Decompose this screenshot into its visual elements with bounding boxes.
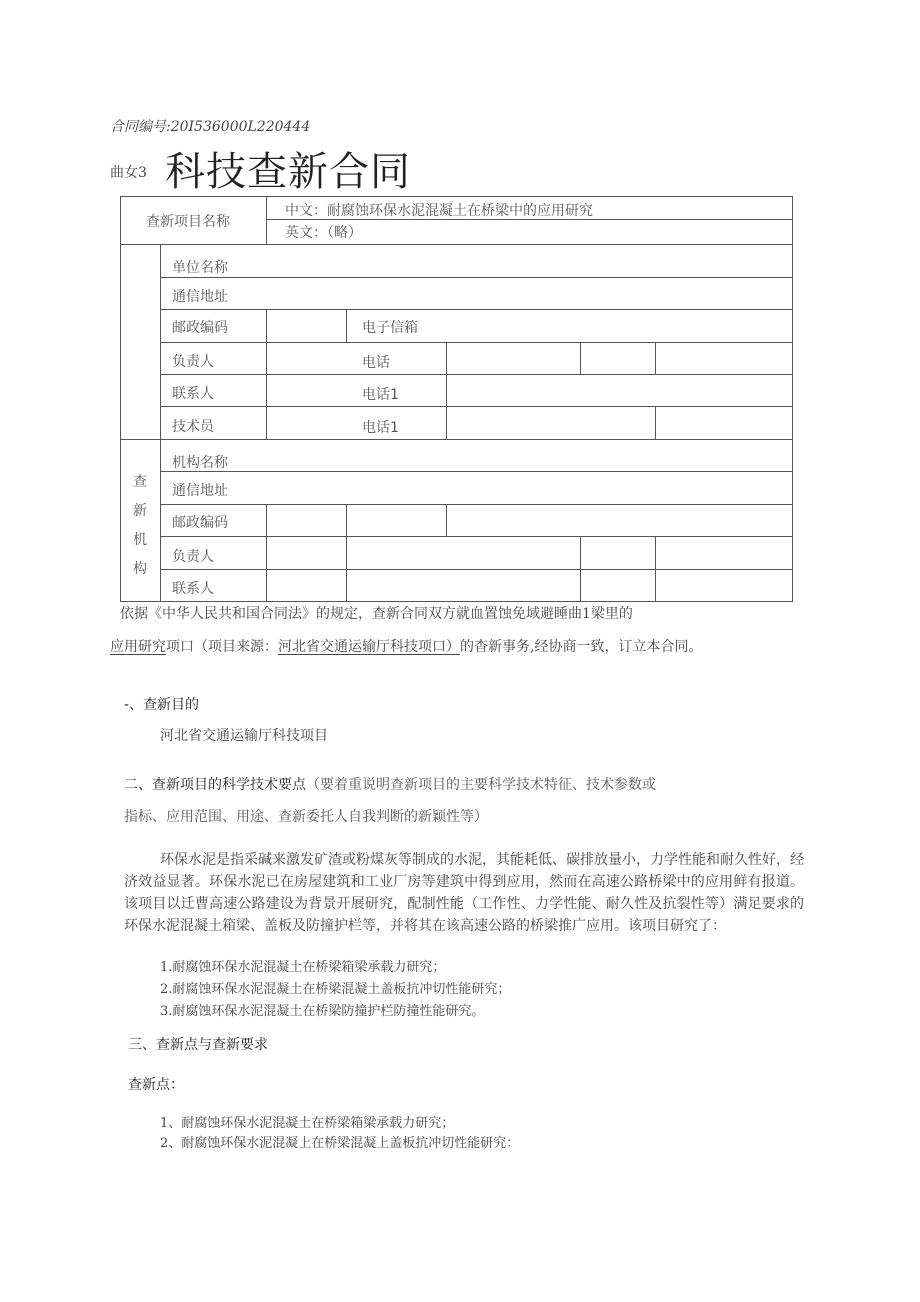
agency-vertical-char: 新 — [133, 503, 147, 519]
client-address-label: 通信地址 — [172, 289, 228, 305]
section-2-item: 2.耐腐蚀环保水泥混凝土在桥梁混凝土盖板抗冲切性能研究； — [160, 982, 511, 997]
client-contact-label: 联系人 — [172, 386, 214, 402]
contract-number: 合同编号:20I536000L220444 — [110, 119, 311, 135]
client-tech-label: 技术员 — [172, 419, 214, 435]
agency-name-label: 机构名称 — [172, 455, 228, 471]
agency-vertical-label — [120, 468, 160, 584]
client-unit-name-label: 单位名称 — [172, 260, 228, 276]
agency-vertical-char: 机 — [133, 532, 147, 548]
client-phone-label: 电话 — [362, 355, 390, 371]
intro-text: 的杳新事务,经协商一致，订立本合同。 — [460, 639, 703, 655]
client-email-label: 电子信箱 — [362, 320, 418, 336]
section-3-item: 1、耐腐蚀环保水泥混凝土在桥梁箱梁承载力研究； — [160, 1116, 455, 1131]
section-2-item: 1.耐腐蚀环保水泥混凝土在桥梁箱梁承载力研究； — [160, 960, 446, 975]
agency-address-label: 通信地址 — [172, 483, 228, 499]
agency-postcode-label: 邮政编码 — [172, 515, 228, 531]
intro-underlined-text: 应用研究 — [110, 639, 166, 655]
section-2-note: （要着重说明查新项目的主要科学技术特征、技术参数或 — [306, 777, 656, 793]
intro-line-1: 依据《中华人民共和国合同法》的规定，查新合同双方就血置蚀免域避睡曲1梁里的 — [120, 606, 633, 622]
title-prefix: 曲女3 — [110, 165, 147, 181]
section-2-item: 3.耐腐蚀环保水泥混凝土在桥梁防撞护栏防撞性能研究。 — [160, 1004, 485, 1019]
client-phone1b-label: 电话1 — [362, 420, 399, 436]
project-name-label: 查新项目名称 — [146, 214, 230, 230]
agency-manager-label: 负责人 — [172, 549, 214, 565]
project-name-english: 英文：（略） — [285, 225, 362, 241]
section-3-heading: 三、查新点与查新要求 — [128, 1037, 268, 1053]
section-2-heading — [124, 774, 656, 794]
section-1-content: 河北省交通运输厅科技项目 — [160, 728, 328, 744]
section-2-title: 二、查新项目的科学技术要点 — [124, 777, 306, 793]
project-name-chinese: 中文：耐腐蚀环保水泥混凝土在桥梁中的应用研究 — [285, 203, 593, 219]
agency-vertical-char: 查 — [133, 474, 147, 490]
agency-contact-label: 联系人 — [172, 581, 214, 597]
document-title: 科技查新合同 — [165, 149, 411, 195]
section-3-item: 2、耐腐蚀环保水泥混凝上在桥梁混凝上盖板抗冲切性能研究： — [160, 1136, 520, 1151]
section-2-paragraph: 环保水泥是指采碱来激发矿渣或粉煤灰等制成的水泥，其能耗低、碳排放量小，力学性能和耐久性好，经济效益显著。环保水泥已在房屋建筑和工业厂房等建筑中得到应用，然而在高速公路桥梁中的应用鲜有报道。该项目以迁曹高速公路建设为背景开展研究，配制性能（工作性、力学性能、耐久性及抗裂性等）满足要求的环保水泥混凝土箱梁、盖板及防撞护栏等，并将其在该高速公路的桥梁推广应用。该项目研究了： — [124, 852, 804, 934]
intro-text: 项口（项目来源： — [166, 639, 278, 655]
client-phone1-label: 电话1 — [362, 387, 399, 403]
section-1-heading: -、查新目的 — [124, 697, 200, 713]
client-postcode-label: 邮政编码 — [172, 320, 228, 336]
section-3-subheading: 查新点： — [128, 1077, 184, 1093]
agency-vertical-char: 构 — [133, 561, 147, 577]
intro-project-source: 河北省交通运输厅科技项口） — [278, 639, 460, 655]
section-2-note-line-2: 指标、应用范围、用途、查新委托人自我判断的新颖性等） — [124, 809, 488, 825]
client-manager-label: 负责人 — [172, 354, 214, 370]
intro-line-2 — [110, 636, 702, 656]
